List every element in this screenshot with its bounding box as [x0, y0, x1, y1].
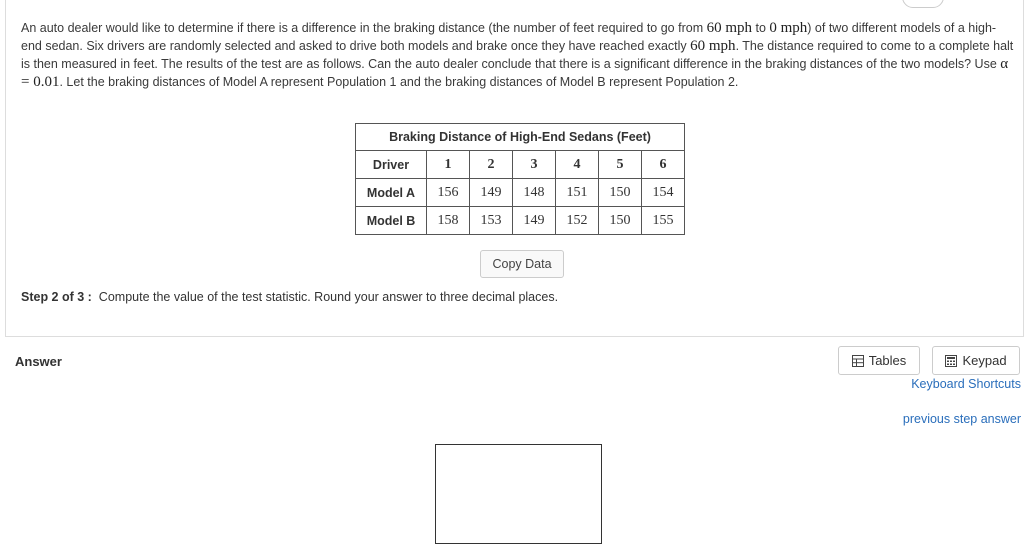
table-cell: 152 — [556, 207, 599, 235]
row-label: Model B — [356, 207, 427, 235]
question-panel — [5, 0, 1024, 337]
table-cell: 148 — [513, 179, 556, 207]
table-cell: 158 — [427, 207, 470, 235]
table-row — [356, 207, 685, 235]
problem-part: An auto dealer would like to determine if there is a difference in the braking distance (the number of feet required to go from — [21, 21, 707, 35]
keypad-label: Keypad — [962, 353, 1007, 368]
math-alpha: α = 0.01 — [21, 56, 1009, 90]
math-speed: 60 mph — [690, 38, 736, 54]
step-number: Step 2 of 3 : — [21, 290, 92, 304]
step-instruction — [21, 290, 558, 304]
table-cell: 150 — [599, 179, 642, 207]
previous-step-answer-link[interactable]: previous step answer — [902, 412, 1021, 426]
keypad-button[interactable] — [932, 346, 1020, 375]
math-speed-zero: 0 mph — [769, 20, 808, 36]
table-caption: Braking Distance of High-End Sedans (Feet) — [356, 124, 685, 151]
table-cell: 153 — [470, 207, 513, 235]
answer-input[interactable] — [435, 444, 602, 544]
data-table-wrapper — [355, 123, 685, 235]
problem-text — [21, 19, 1016, 91]
problem-part: ) of two different models of a high-end sedan. Six drivers are randomly selected and asked to drive both models and brake once they have reached exactly — [21, 21, 997, 53]
keypad-icon — [945, 355, 957, 367]
problem-part: . The distance required to come to a complete halt is then measured in feet. The results of the test are as follows. Can the auto dealer conclude that there is a significant difference in the braking distances of the two models? Use — [21, 39, 1014, 71]
column-header: 2 — [470, 151, 513, 179]
answer-label: Answer — [15, 354, 62, 369]
copy-data-button[interactable]: Copy Data — [480, 250, 564, 278]
keyboard-shortcuts-link[interactable]: Keyboard Shortcuts — [911, 377, 1021, 391]
problem-part: to — [752, 21, 770, 35]
table-cell: 149 — [470, 179, 513, 207]
problem-part: . Let the braking distances of Model A represent Population 1 and the braking distances of Model B represent Population 2. — [59, 75, 739, 89]
table-cell: 154 — [642, 179, 685, 207]
table-header-row — [356, 151, 685, 179]
table-cell: 151 — [556, 179, 599, 207]
column-header: 3 — [513, 151, 556, 179]
table-cell: 156 — [427, 179, 470, 207]
panel-tab — [902, 0, 944, 8]
tables-label: Tables — [868, 353, 907, 368]
braking-distance-table — [355, 123, 685, 235]
column-header: 1 — [427, 151, 470, 179]
math-speed: 60 mph — [706, 20, 752, 36]
table-cell: 149 — [513, 207, 556, 235]
table-cell: 150 — [599, 207, 642, 235]
column-header: 6 — [642, 151, 685, 179]
table-header-label: Driver — [356, 151, 427, 179]
column-header: 5 — [599, 151, 642, 179]
table-row — [356, 179, 685, 207]
table-cell: 155 — [642, 207, 685, 235]
table-icon — [852, 355, 864, 367]
tables-button[interactable] — [838, 346, 920, 375]
row-label: Model A — [356, 179, 427, 207]
step-text: Compute the value of the test statistic. Round your answer to three decimal places. — [98, 290, 559, 304]
column-header: 4 — [556, 151, 599, 179]
